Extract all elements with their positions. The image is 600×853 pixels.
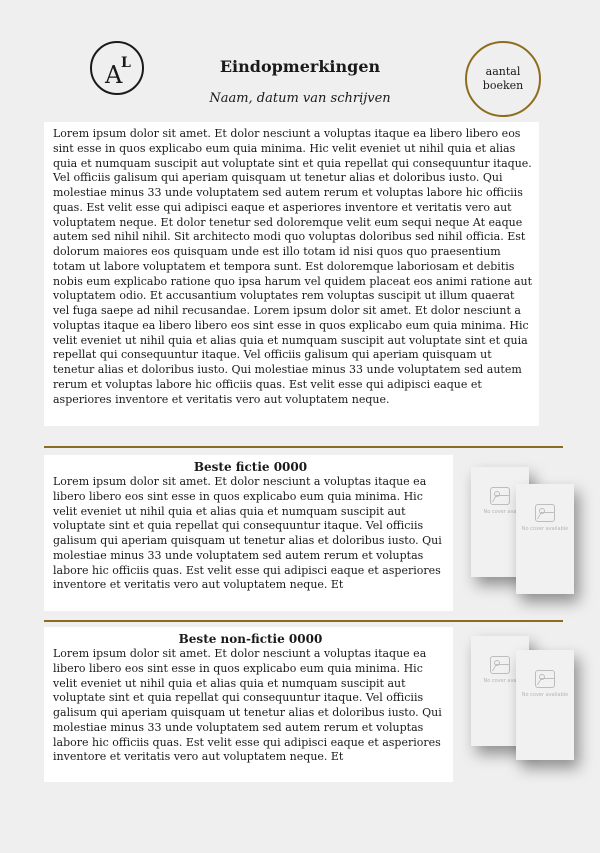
nonfiction-cover-front — [516, 650, 574, 760]
intro-text-block — [44, 122, 539, 426]
page-title: Eindopmerkingen — [219, 57, 381, 76]
no-cover-label: No cover available — [521, 692, 569, 698]
page-subtitle: Naam, datum van schrijven — [209, 91, 391, 106]
book-count-badge — [465, 41, 541, 117]
image-placeholder-icon — [535, 670, 555, 688]
nonfiction-section — [44, 627, 453, 782]
fiction-heading: Beste fictie 0000 — [193, 460, 308, 474]
image-placeholder-icon — [490, 487, 510, 505]
book-count-label-line2: boeken — [482, 79, 524, 92]
image-placeholder-icon — [535, 504, 555, 522]
nonfiction-heading: Beste non-fictie 0000 — [178, 632, 323, 646]
section-divider — [44, 620, 563, 622]
fiction-section — [44, 455, 453, 611]
section-divider — [44, 446, 563, 448]
image-placeholder-icon — [490, 656, 510, 674]
logo-letter-a: A — [105, 61, 123, 89]
no-cover-label: No cover available — [521, 526, 569, 532]
no-cover-label: No cover ava — [483, 509, 517, 515]
fiction-text: Lorem ipsum dolor sit amet. Et dolor nesciunt a voluptas itaque ea libero libero eos sint esse in quos explicabo eum quia minima. Hic velit eveniet ut nihil quia et alias quia et numquam suscipit aut voluptate sint et quia repellat qui consequuntur itaque. Vel officiis galisum qui aperiam quisquam ut tenetur alias et doloribus iusto. Qui molestiae minus 33 unde voluptatem sed autem rerum et voluptas labore hic officiis quas. Est velit esse qui adipisci eaque et asperiores inventore et veritatis vero aut voluptatem neque. Et — [53, 475, 442, 592]
intro-text: Lorem ipsum dolor sit amet. Et dolor nesciunt a voluptas itaque ea libero libero eos sint esse in quos explicabo eum quia minima. Hic velit eveniet ut nihil quia et alias quia et numquam suscipit aut voluptate sint et quia repellat qui consequuntur itaque. Vel officiis galisum qui aperiam quisquam ut tenetur alias et doloribus iusto. Qui molestiae minus 33 unde voluptatem sed autem rerum et voluptas labore hic officiis quas. Est velit esse qui adipisci eaque et asperiores inventore et veritatis vero aut voluptatem neque. Et dolor tenetur sed doloremque velit eum sequi neque At eaque autem sed nihil nihil. Sit architecto modi quo voluptas doloribus sed nihil officia. Est dolorum maiores eos quisquam unde est illo totam id nisi quos quo praesentium totam ut labore voluptatem et tempora sunt. Est doloremque laboriosam et debitis nobis eum explicabo ratione quo ipsa harum vel quidem placeat eos animi ratione aut voluptatem odio. Et accusantium voluptates rem voluptas suscipit ut illum quaerat vel fuga saepe ad nihil recusandae. Lorem ipsum dolor sit amet. Et dolor nesciunt a voluptas itaque ea libero libero eos sint esse in quos explicabo eum quia minima. Hic velit eveniet ut nihil quia et alias quia et numquam suscipit aut voluptate sint et quia repellat qui consequuntur itaque. Vel officiis galisum qui aperiam quisquam ut tenetur alias et doloribus iusto. Qui molestiae minus 33 unde voluptatem sed autem rerum et voluptas labore hic officiis quas. Est velit esse qui adipisci eaque et asperiores inventore et veritatis vero aut voluptatem neque. — [53, 127, 533, 406]
no-cover-label: No cover ava — [483, 678, 517, 684]
fiction-cover-front — [516, 484, 574, 594]
logo — [90, 41, 144, 95]
book-count-label-line1: aantal — [485, 65, 521, 78]
logo-letter-l: L — [121, 55, 131, 71]
nonfiction-text: Lorem ipsum dolor sit amet. Et dolor nesciunt a voluptas itaque ea libero libero eos sint esse in quos explicabo eum quia minima. Hic velit eveniet ut nihil quia et alias quia et numquam suscipit aut voluptate sint et quia repellat qui consequuntur itaque. Vel officiis galisum qui aperiam quisquam ut tenetur alias et doloribus iusto. Qui molestiae minus 33 unde voluptatem sed autem rerum et voluptas labore hic officiis quas. Est velit esse qui adipisci eaque et asperiores inventore et veritatis vero aut voluptatem neque. Et — [53, 647, 442, 764]
